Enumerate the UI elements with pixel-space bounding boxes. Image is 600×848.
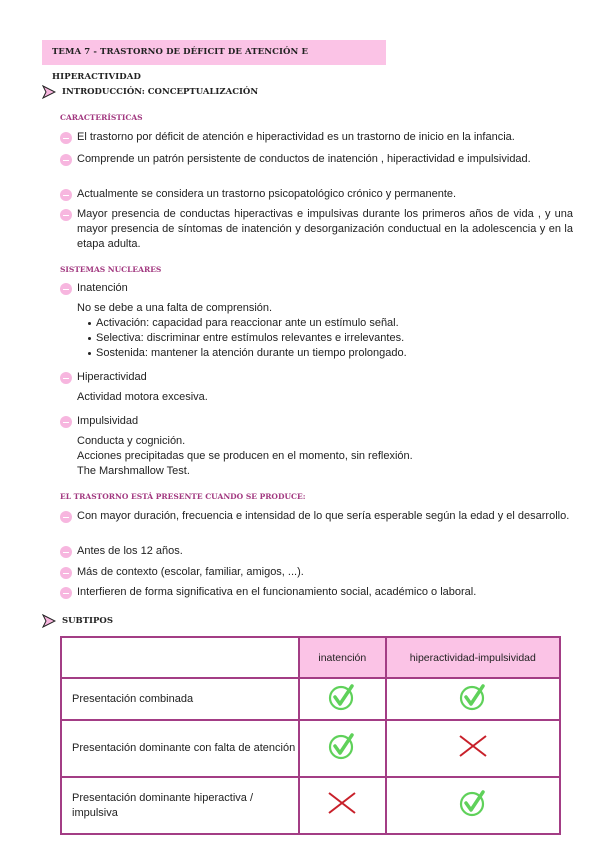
section-heading-intro [42,85,258,99]
check-icon [328,683,356,711]
row-label: Presentación combinada [61,678,299,720]
subtipos-table [60,636,561,835]
bullet-icon [60,154,72,166]
bullet-icon [60,132,72,144]
item-text: Hiperactividad [77,371,147,383]
cross-icon [458,734,488,758]
mark-cell [299,678,386,720]
arrow-icon [42,614,56,628]
bullet-icon [60,546,72,558]
item-text: Antes de los 12 años. [77,545,183,557]
subheading-caracteristicas: CARACTERÍSTICAS [60,113,143,122]
item-text: Con mayor duración, frecuencia e intensidad de lo que sería esperable según la edad y el desarrollo. [77,510,570,522]
table-row [61,720,560,777]
item-text: Comprende un patrón persistente de conductos de inatención , hiperactividad e impulsividad. [77,153,531,165]
bullet-icon [60,567,72,579]
list-item [60,130,573,145]
arrow-icon [42,85,56,99]
mark-cell [386,720,560,777]
list-item [60,207,573,252]
heading-text: INTRODUCCIÓN: CONCEPTUALIZACIÓN [62,87,259,97]
sub-item: Sostenida: mantener la atención durante un tiempo prolongado. [88,346,407,361]
list-item [60,187,573,202]
desc-line: Acciones precipitadas que se producen en el momento, sin reflexión. [77,450,413,462]
item-text: Inatención [77,282,128,294]
list-item [60,281,573,296]
check-icon [459,789,487,817]
sub-item: Activación: capacidad para reaccionar ante un estímulo señal. [88,316,407,331]
subheading-sistemas: SISTEMAS NUCLEARES [60,265,162,274]
bullet-icon [60,372,72,384]
list-item [60,509,573,524]
table-header-row [61,637,560,678]
header-hiperactividad: hiperactividad-impulsividad [386,637,560,678]
list-item [60,370,573,385]
sub-item: Selectiva: discriminar entre estímulos relevantes e irrelevantes. [88,331,407,346]
mark-cell [386,678,560,720]
item-text: Actualmente se considera un trastorno psicopatológico crónico y permanente. [77,188,457,200]
list-item [60,152,573,167]
bullet-icon [60,587,72,599]
table-row [61,777,560,834]
bullet-icon [60,209,72,221]
mark-cell [386,777,560,834]
sub-list [88,316,407,361]
table-row [61,678,560,720]
item-desc: No se debe a una falta de comprensión. [77,302,273,314]
desc-line: Conducta y cognición. [77,435,186,447]
mark-cell [299,720,386,777]
mark-cell [299,777,386,834]
document-title: TEMA 7 - TRASTORNO DE DÉFICIT DE ATENCIÓN E HIPERACTIVIDAD [42,40,386,65]
check-icon [459,683,487,711]
item-text: Impulsividad [77,415,139,427]
bullet-icon [60,283,72,295]
item-text: Más de contexto (escolar, familiar, amigos, ...). [77,566,304,578]
bullet-icon [60,416,72,428]
subheading-presente: EL TRASTORNO ESTÁ PRESENTE CUANDO SE PRODUCE: [60,492,306,501]
item-desc: Actividad motora excesiva. [77,391,208,403]
item-text: El trastorno por déficit de atención e hiperactividad es un trastorno de inicio en la infancia. [77,131,515,143]
item-desc [77,434,413,479]
heading-text: SUBTIPOS [62,616,113,626]
item-text: Interfieren de forma significativa en el funcionamiento social, académico o laboral. [77,586,477,598]
list-item [60,544,573,559]
bullet-icon [60,189,72,201]
list-item [60,585,573,600]
header-inatencion: inatención [299,637,386,678]
bullet-icon [60,511,72,523]
cross-icon [327,791,357,815]
section-heading-subtipos [42,614,113,628]
item-text: Mayor presencia de conductas hiperactivas e impulsivas durante los primeros años de vida , y una mayor presencia de síntomas de inatención y desorganización conductual en la adolescencia y en la etapa adulta. [77,208,573,250]
list-item [60,565,573,580]
check-icon [328,732,356,760]
row-label: Presentación dominante hiperactiva / impulsiva [61,777,299,834]
header-empty [61,637,299,678]
list-item [60,414,573,429]
row-label: Presentación dominante con falta de atención [61,720,299,777]
desc-line: The Marshmallow Test. [77,465,190,477]
